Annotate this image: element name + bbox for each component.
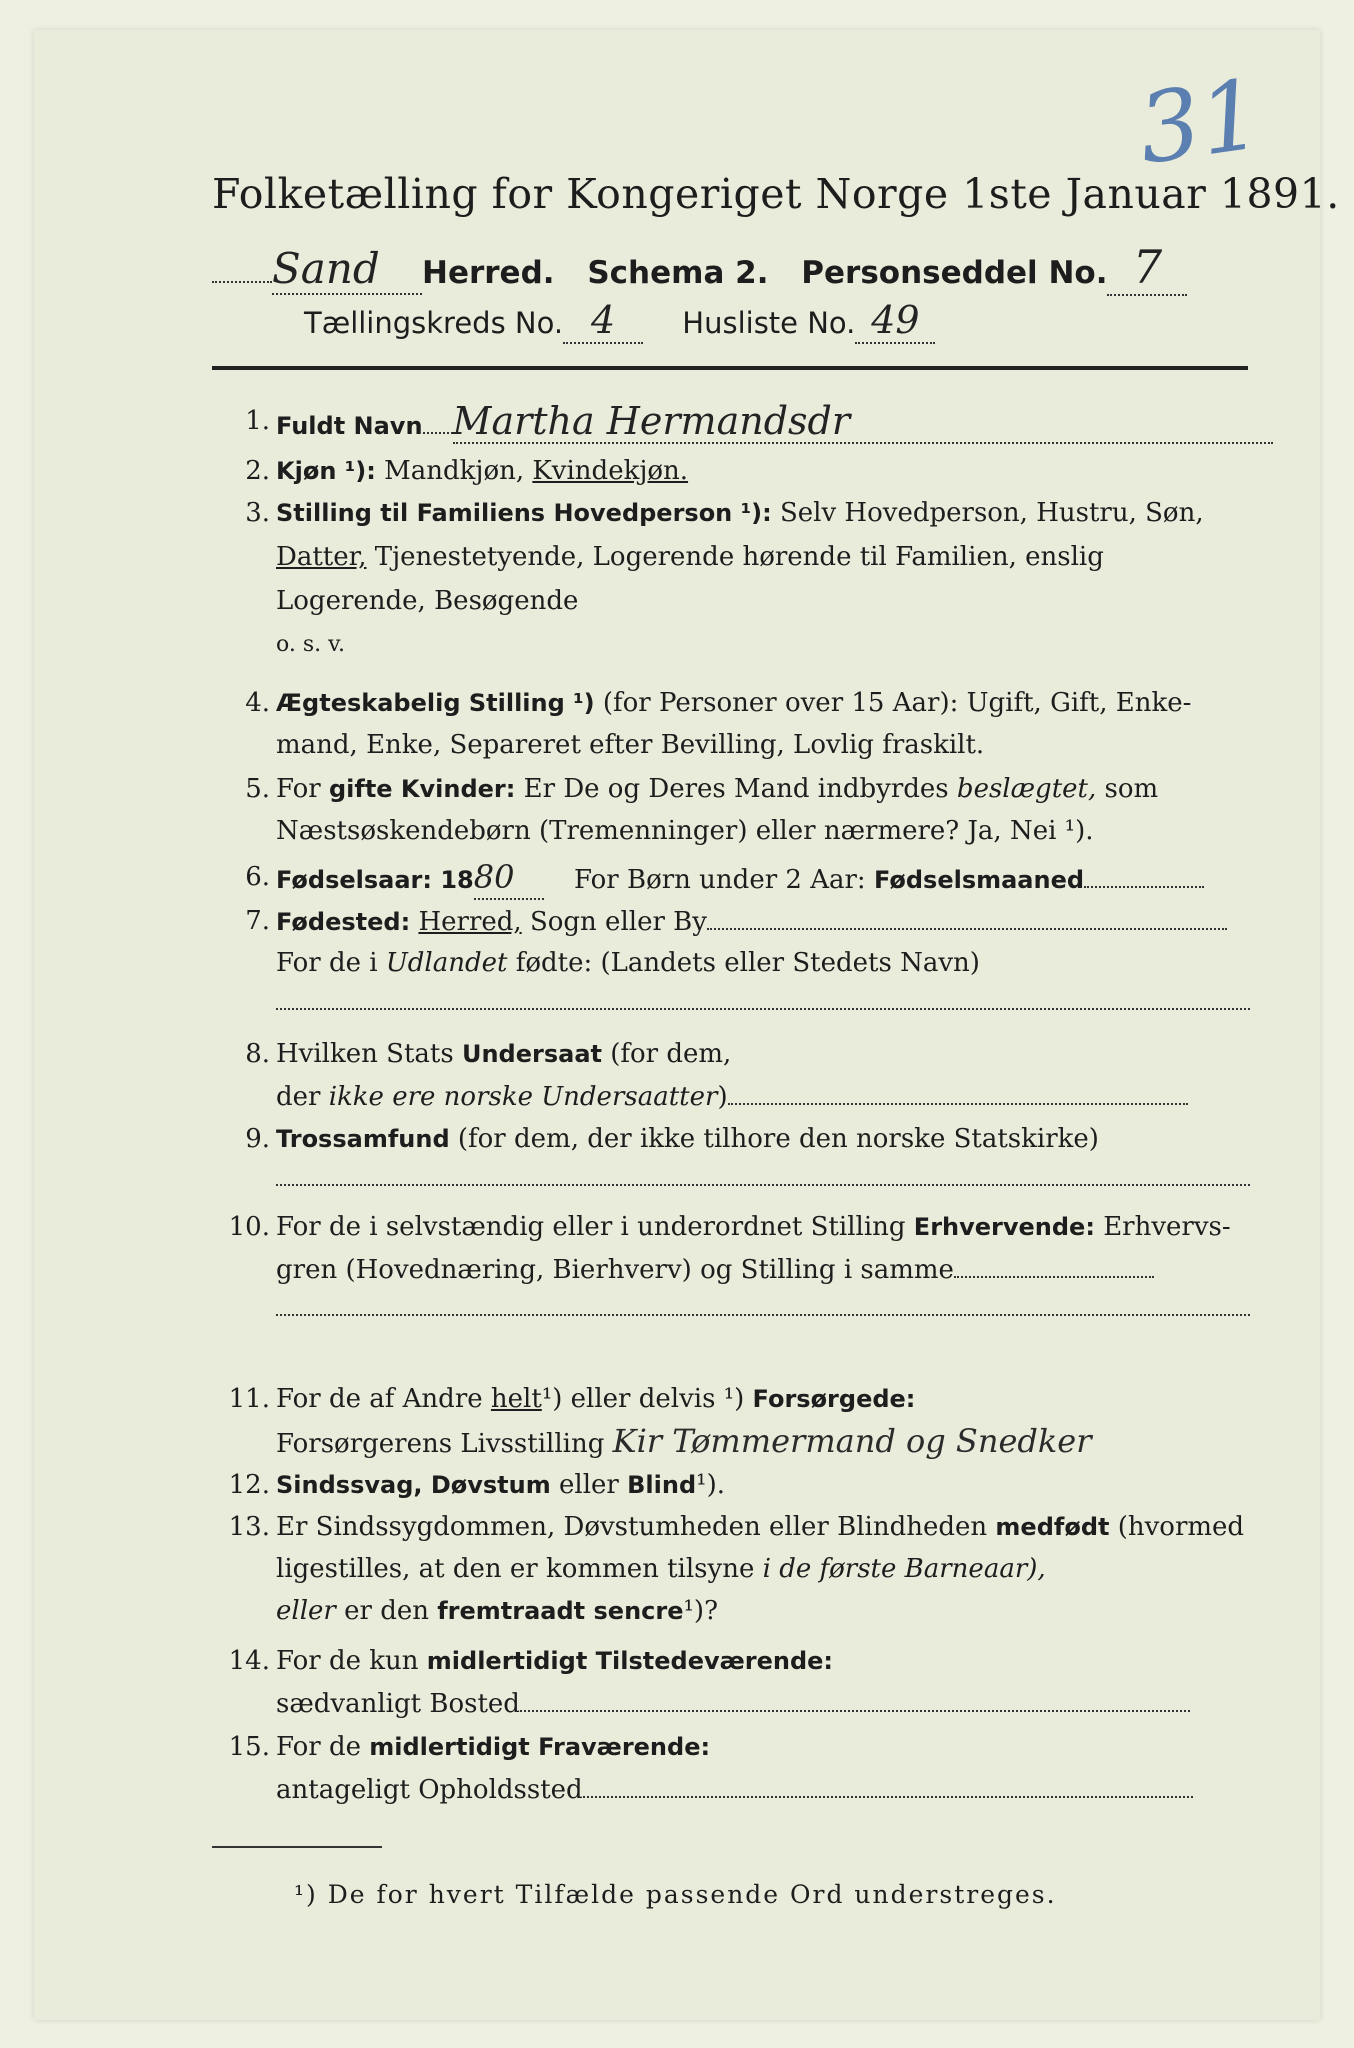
q13-number: 13. — [228, 1512, 270, 1542]
q6-label: Fødselsaar: 18 — [276, 866, 474, 894]
q7-line-2a: For de i — [276, 948, 378, 978]
q15-line-1a: For de — [276, 1732, 361, 1762]
q11-line-1c: ¹) eller delvis ¹) — [541, 1384, 745, 1414]
q8-line-1a: Hvilken Stats — [276, 1039, 454, 1069]
q3-line-2: Tjenestetyende, Logerende hørende til Familien, enslig — [374, 542, 1104, 572]
q11-line-1a: For de af Andre — [276, 1384, 483, 1414]
q5-line-1: Er De og Deres Mand indbyrdes — [523, 774, 949, 804]
q8-ikke-norske: ikke ere norske Undersaatter — [328, 1082, 718, 1112]
q15-fravaerende: midlertidigt Fraværende: — [369, 1733, 711, 1761]
q7-label: Fødested: — [276, 908, 411, 936]
q1-number: 1. — [245, 406, 270, 436]
q2-label: Kjøn ¹): — [276, 457, 376, 485]
q4-number: 4. — [245, 688, 270, 718]
q3-line-1: Selv Hovedperson, Hustru, Søn, — [779, 498, 1204, 528]
q7-option-herred: Herred, — [418, 907, 522, 937]
q10-line-1a: For de i selvstændig eller i underordnet Stilling — [276, 1212, 906, 1242]
personseddel-value: 7 — [1107, 240, 1187, 296]
husliste-value: 49 — [855, 298, 935, 344]
q9-rest: (for dem, der ikke tilhore den norske Statskirke) — [457, 1124, 1099, 1154]
q10-line-2: gren (Hovednæring, Bierhverv) og Stilling i samme — [276, 1255, 954, 1285]
q8-line-2a: der — [276, 1082, 321, 1112]
q7-blank-line — [276, 1008, 1250, 1010]
husliste-label: Husliste No. — [682, 306, 856, 340]
q15-number: 15. — [228, 1732, 270, 1762]
schema-label: Schema 2. — [587, 255, 769, 291]
q13-eller: eller — [276, 1596, 336, 1626]
q8-number: 8. — [245, 1039, 270, 1069]
q13-line-3d: ¹)? — [683, 1596, 719, 1626]
q14-line-2: sædvanligt Bosted — [276, 1689, 520, 1719]
q5-label: gifte Kvinder: — [328, 775, 516, 803]
q2-number: 2. — [245, 456, 270, 486]
form-title: Folketælling for Kongeriget Norge 1ste Januar 1891. — [212, 170, 1340, 218]
header-rule — [212, 366, 1248, 370]
q1-full-name-value: Martha Hermandsdr — [453, 400, 1273, 444]
header-row-1 — [212, 240, 1187, 296]
q14-number: 14. — [228, 1646, 270, 1676]
q13-fremtraadt: fremtraadt sencre — [437, 1597, 684, 1625]
q9-label: Trossamfund — [276, 1125, 450, 1153]
q11-livsstilling-value: Kir Tømmermand og Snedker — [612, 1422, 1092, 1460]
q5-number: 5. — [245, 774, 270, 804]
q7-rest: Sogn eller By — [529, 907, 707, 937]
footnote-rule — [212, 1846, 382, 1848]
q9-blank-line — [276, 1184, 1250, 1186]
q11-forsorgede: Forsørgede: — [752, 1385, 916, 1413]
q10-blank-line — [276, 1314, 1250, 1316]
q3-option-datter: Datter, — [276, 542, 367, 572]
q11-line-2: Forsørgerens Livsstilling — [276, 1429, 605, 1459]
q13-line-1a: Er Sindssygdommen, Døvstumheden eller Blindheden — [276, 1512, 988, 1542]
herred-value: Sand — [272, 244, 422, 295]
q6-birth-year-value: 80 — [474, 856, 544, 900]
q13-medfodt: medfødt — [995, 1513, 1110, 1541]
q7-line-2c: fødte: (Landets eller Stedets Navn) — [515, 948, 980, 978]
q3-line-4: o. s. v. — [276, 632, 345, 657]
q1-label: Fuldt Navn — [276, 412, 423, 440]
q4-line-2: mand, Enke, Separeret efter Bevilling, Lovlig fraskilt. — [276, 730, 985, 760]
q12-number: 12. — [228, 1470, 270, 1500]
q3-label: Stilling til Familiens Hovedperson ¹): — [276, 499, 772, 527]
q8-line-1c: (for dem, — [610, 1039, 732, 1069]
q13-line-2a: ligestilles, at den er kommen tilsyne — [276, 1554, 755, 1584]
q3-number: 3. — [245, 498, 270, 528]
q4-line-1: (for Personer over 15 Aar): Ugift, Gift, Enke- — [602, 688, 1192, 718]
herred-label: Herred. — [422, 255, 555, 291]
q12-blind: Blind — [627, 1471, 697, 1499]
footnote: ¹) De for hvert Tilfælde passende Ord understreges. — [294, 1880, 1057, 1909]
q6-birth-month-label: Fødselsmaaned — [873, 866, 1085, 894]
q8-line-2c: ) — [717, 1082, 728, 1112]
taellingskreds-label: Tællingskreds No. — [304, 306, 564, 340]
q5-som: som — [1104, 774, 1159, 804]
taellingskreds-value: 4 — [563, 298, 643, 344]
q13-barneaar: i de første Barneaar), — [762, 1554, 1046, 1584]
q8-undersaat: Undersaat — [461, 1040, 602, 1068]
q2-option-female: Kvindekjøn. — [532, 456, 689, 486]
q11-helt: helt — [490, 1384, 542, 1414]
q6-mid-text: For Børn under 2 Aar: — [574, 865, 866, 895]
q14-tilstedevaerende: midlertidigt Tilstedeværende: — [426, 1647, 834, 1675]
q12-mid: eller — [559, 1470, 619, 1500]
q6-number: 6. — [245, 862, 270, 892]
q12-label: Sindssvag, Døvstum — [276, 1471, 551, 1499]
q7-udlandet: Udlandet — [385, 948, 508, 978]
q5-line-2: Næstsøskendebørn (Tremenninger) eller nærmere? Ja, Nei ¹). — [276, 816, 1094, 846]
q5-beslaegtet: beslægtet, — [956, 774, 1097, 804]
q10-number: 10. — [228, 1212, 270, 1242]
q11-number: 11. — [228, 1384, 270, 1414]
header-row-2 — [304, 298, 935, 344]
q14-line-1a: For de kun — [276, 1646, 419, 1676]
q15-line-2: antageligt Opholdssted — [276, 1775, 583, 1805]
q10-erhvervende: Erhvervende: — [913, 1213, 1095, 1241]
q2-option-male: Mandkjøn, — [384, 456, 525, 486]
q9-number: 9. — [245, 1124, 270, 1154]
q10-line-1c: Erhvervs- — [1103, 1212, 1231, 1242]
q7-number: 7. — [245, 906, 270, 936]
q4-label: Ægteskabelig Stilling ¹) — [276, 689, 595, 717]
q12-end: ¹). — [696, 1470, 725, 1500]
q13-line-3b: er den — [344, 1596, 429, 1626]
q5-label-pre: For — [276, 774, 321, 804]
q13-line-1c: (hvormed — [1117, 1512, 1245, 1542]
q3-line-3: Logerende, Besøgende — [276, 586, 579, 616]
personseddel-label: Personseddel No. — [801, 255, 1108, 291]
census-form-page — [34, 30, 1340, 2020]
handwritten-page-number: 31 — [1131, 58, 1269, 186]
